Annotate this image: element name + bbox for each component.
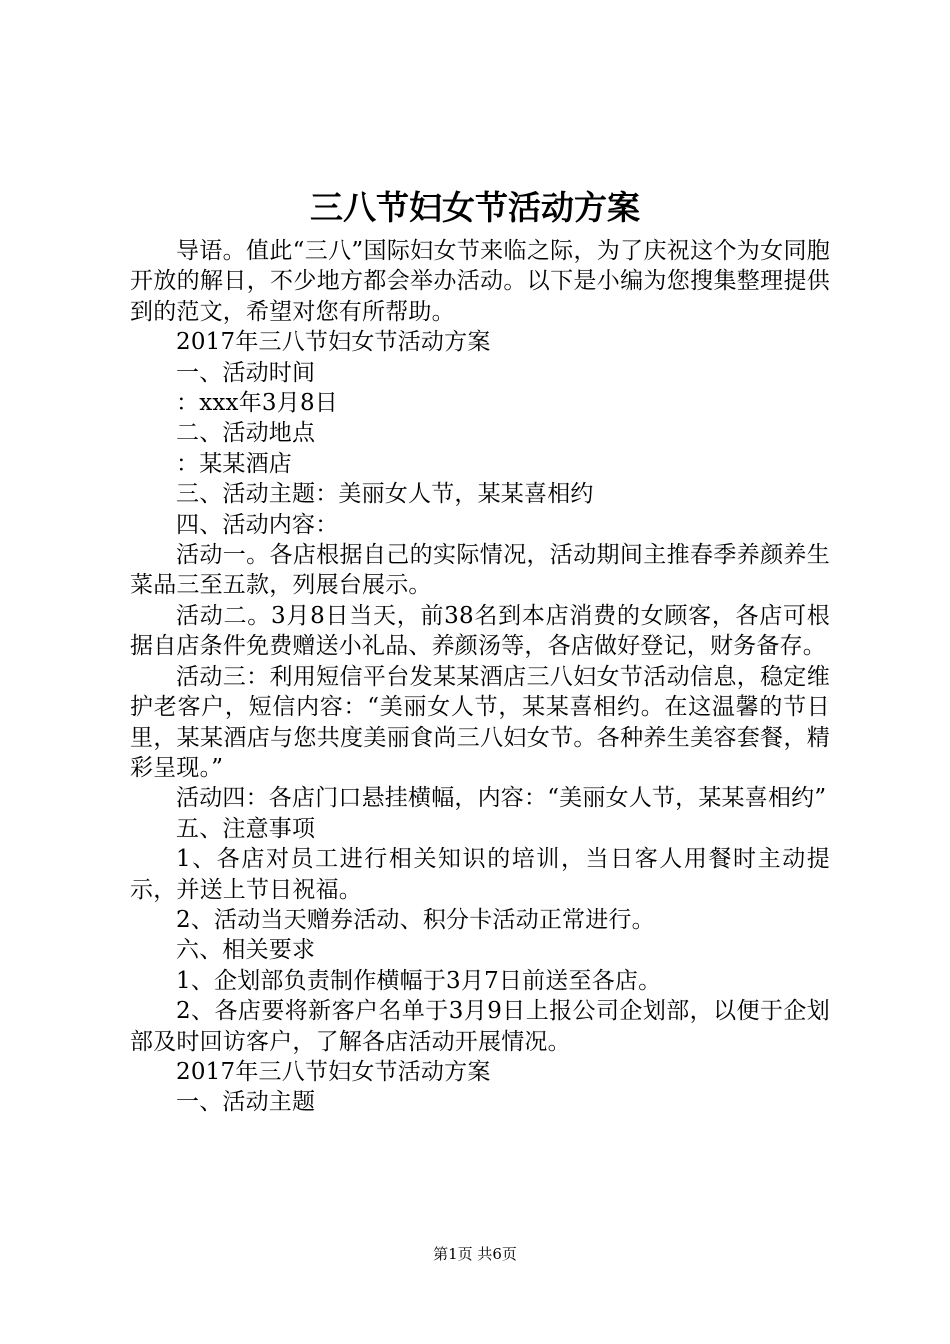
- paragraph-intro: 导语。值此“三八”国际妇女节来临之际，为了庆祝这个为女同胞开放的解日，不少地方都会举办活动。以下是小编为您搜集整理提供到的范文，希望对您有所帮助。: [130, 238, 830, 325]
- paragraph-requirement-1: 1、企划部负责制作横幅于3月7日前送至各店。: [176, 967, 662, 994]
- paragraph-section-notes: 五、注意事项: [176, 815, 316, 842]
- paragraph-section-time: 一、活动时间: [176, 359, 316, 386]
- paragraph-section-requirements: 六、相关要求: [176, 937, 316, 964]
- paragraph-note-1: 1、各店对员工进行相关知识的培训，当日客人用餐时主动提示，并送上节日祝福。: [130, 846, 830, 903]
- document-body: [130, 236, 830, 1118]
- paragraph-activity-3: 活动三：利用短信平台发某某酒店三八妇女节活动信息，稳定维护老客户，短信内容：“美丽女人节，某某喜相约。在这温馨的节日里，某某酒店与您共度美丽食尚三八妇女节。各种养生美容套餐，精彩呈现。”: [130, 663, 830, 781]
- paragraph-section-location: 二、活动地点: [176, 420, 316, 447]
- page-footer: 第1页 共6页: [433, 1245, 517, 1263]
- paragraph-plan-heading: 2017年三八节妇女节活动方案: [176, 329, 491, 356]
- paragraph-activity-2: 活动二。3月8日当天，前38名到本店消费的女顾客，各店可根据自店条件免费赠送小礼品、养颜汤等，各店做好登记，财务备存。: [130, 602, 830, 660]
- paragraph-time-value: ：xxx年3月8日: [176, 390, 338, 417]
- paragraph-activity-1: 活动一。各店根据自己的实际情况，活动期间主推春季养颜养生菜品三至五款，列展台展示。: [130, 542, 830, 599]
- paragraph-section-content: 四、活动内容：: [176, 511, 339, 538]
- paragraph-requirement-2: 2、各店要将新客户名单于3月9日上报公司企划部，以便于企划部及时回访客户，了解各店活动开展情况。: [130, 998, 830, 1055]
- document-title: 三八节妇女节活动方案: [310, 188, 640, 227]
- paragraph-section-theme: 三、活动主题：美丽女人节，某某喜相约: [176, 481, 594, 508]
- paragraph-note-2: 2、活动当天赠券活动、积分卡活动正常进行。: [176, 906, 655, 933]
- paragraph-activity-4: 活动四：各店门口悬挂横幅，内容：“美丽女人节，某某喜相约”: [176, 785, 827, 812]
- paragraph-plan-heading-2: 2017年三八节妇女节活动方案: [176, 1058, 491, 1085]
- paragraph-section-theme-2: 一、活动主题: [176, 1089, 316, 1116]
- paragraph-location-value: ：某某酒店: [176, 450, 292, 477]
